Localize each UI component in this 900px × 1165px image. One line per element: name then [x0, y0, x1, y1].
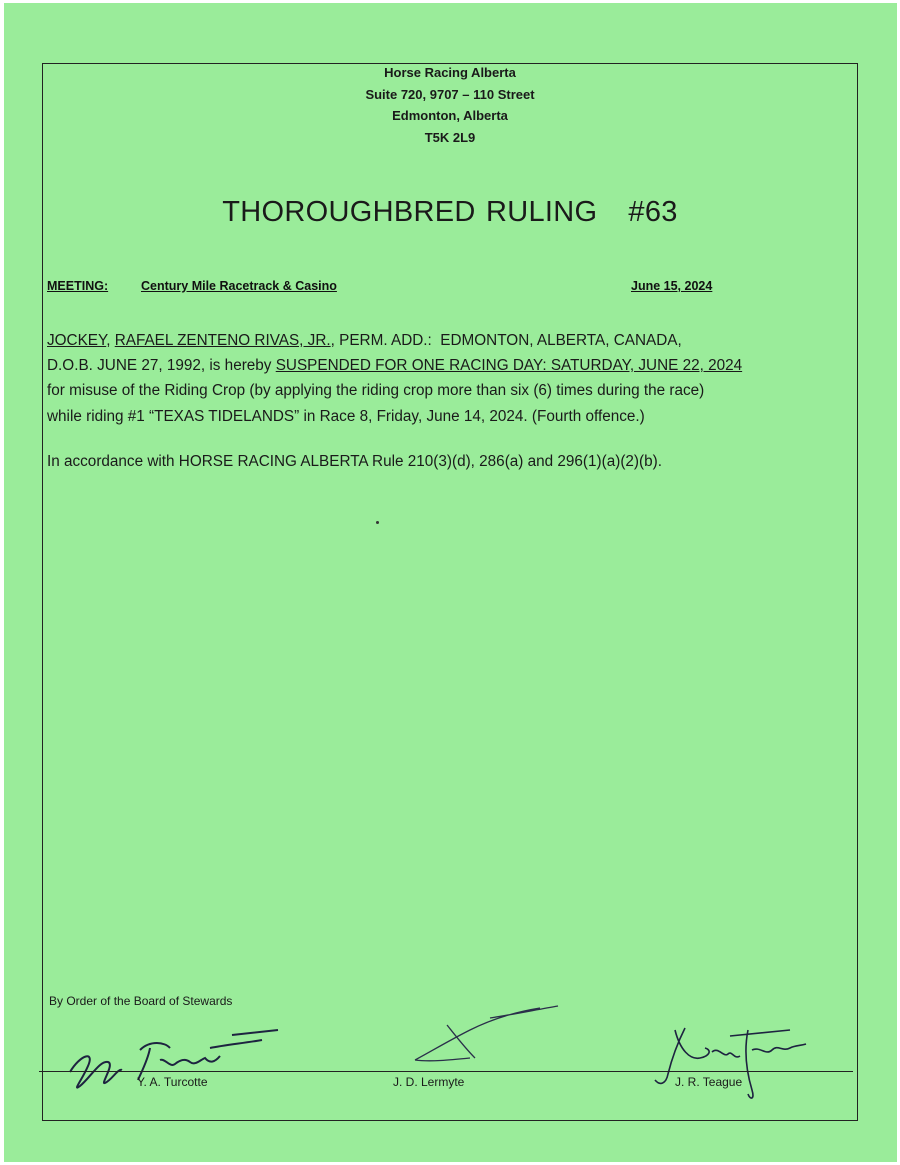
steward-name-teague: J. R. Teague — [675, 1075, 743, 1089]
ruling-line-4: while riding #1 “TEXAS TIDELANDS” in Race 8, Friday, June 14, 2024. (Fourth offence.) — [47, 407, 645, 425]
signature-line — [39, 1071, 853, 1072]
meeting-date: June 15, 2024 — [631, 279, 713, 293]
letterhead-address — [0, 62, 900, 148]
jockey-name: RAFAEL ZENTENO RIVAS, JR. — [114, 332, 331, 349]
ruling-body — [47, 328, 852, 429]
separator: , — [106, 332, 115, 349]
steward-name-turcotte: Y. A. Turcotte — [137, 1075, 208, 1089]
ruling-line-2 — [47, 353, 852, 378]
ruling-document — [4, 3, 897, 1162]
street-address: Suite 720, 9707 – 110 Street — [365, 86, 535, 102]
ruling-line-3: for misuse of the Riding Crop (by applying the riding crop more than six (6) times during the race) — [47, 382, 705, 400]
postal-code: T5K 2L9 — [424, 129, 476, 145]
meeting-venue: Century Mile Racetrack & Casino — [141, 279, 337, 293]
order-statement: By Order of the Board of Stewards — [49, 994, 233, 1008]
ruling-line-1 — [47, 328, 852, 353]
suspension-text: SUSPENDED FOR ONE RACING DAY: SATURDAY, JUNE 22, 2024 — [275, 357, 743, 375]
steward-name-lermyte: J. D. Lermyte — [393, 1075, 465, 1089]
jockey-address: , PERM. ADD.: EDMONTON, ALBERTA, CANADA, — [330, 332, 682, 349]
meeting-label: MEETING: — [47, 279, 109, 293]
ink-speck — [376, 521, 379, 524]
dob-text: D.O.B. JUNE 27, 1992, is hereby — [47, 357, 276, 375]
org-name: Horse Racing Alberta — [384, 65, 516, 80]
ruling-title: THOROUGHBRED RULING #63 — [222, 196, 678, 228]
jockey-label: JOCKEY — [47, 332, 107, 349]
rule-reference: In accordance with HORSE RACING ALBERTA Rule 210(3)(d), 286(a) and 296(1)(a)(2)(b). — [47, 453, 662, 470]
city-address: Edmonton, Alberta — [392, 108, 508, 123]
